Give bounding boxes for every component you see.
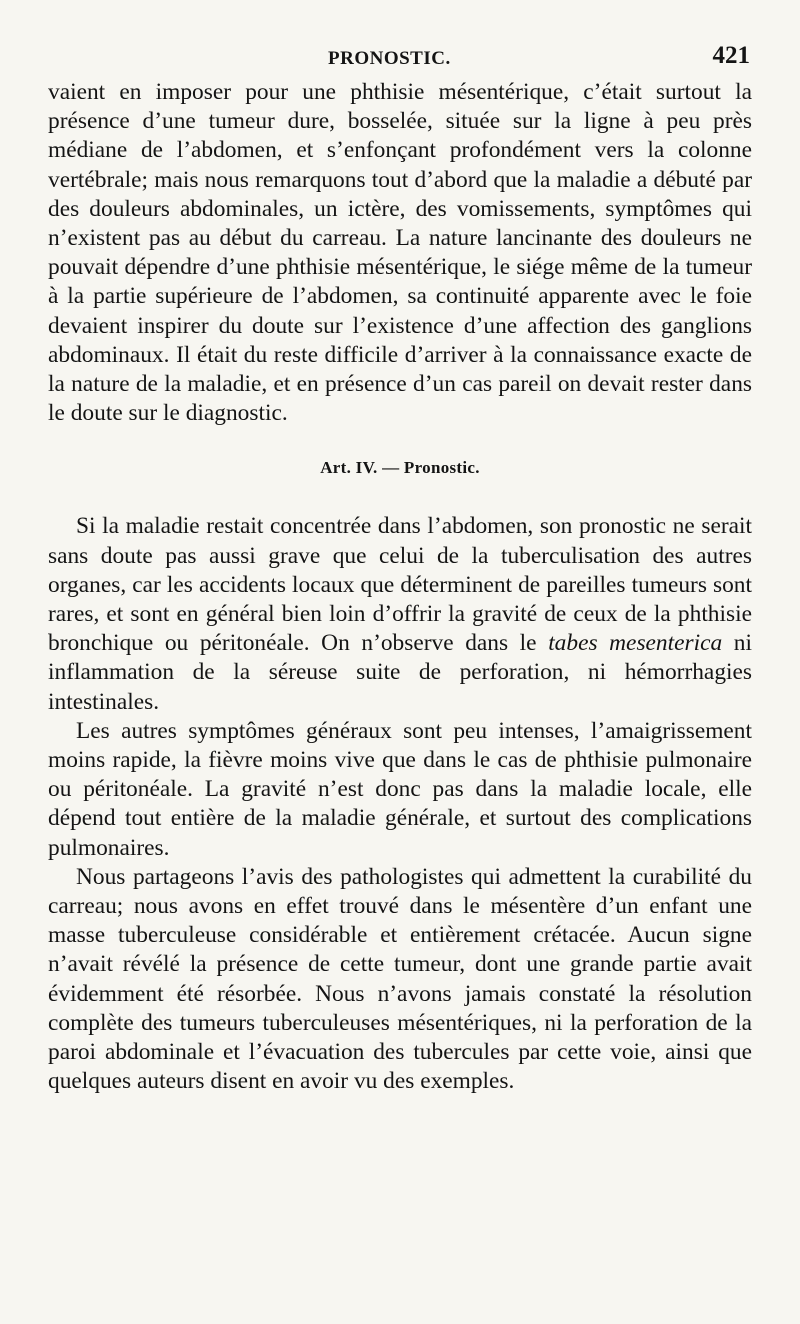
paragraph-prognosis-text-2: ni inflammation de la séreuse suite de perforation, ni hémorrhagies intestinales.: [48, 630, 752, 715]
paragraph-symptoms: Les autres symptômes généraux sont peu intenses, l’amaigrissement moins rapide, la fièvre moins vive que dans le cas de phthisie pulmonaire ou péritonéale. La gravité n’est donc pas dans la maladie locale, elle dépend tout entière de la maladie générale, et surtout des complications pulmonaires.: [48, 717, 752, 861]
section-heading: Art. IV. — Pronostic.: [320, 458, 480, 478]
paragraph-curability: Nous partageons l’avis des pathologistes qui admettent la curabilité du carreau; nous avons en effet trouvé dans le mésentère d’un enfant une masse tuberculeuse considérable et entièrement crétacée. Aucun signe n’avait révélé la présence de cette tumeur, dont une grande partie avait évidemment été résorbée. Nous n’avons jamais constaté la résolution complète des tumeurs tuberculeuses mésentériques, ni la perforation de la paroi abdominale et l’évacuation des tubercules par cette voie, ainsi que quelques auteurs disent en avoir vu des exemples.: [48, 863, 752, 1095]
latin-term: tabes mesenterica: [548, 630, 723, 657]
paragraph-continuation: vaient en imposer pour une phthisie mésentérique, c’était surtout la présence d’une tumeur dure, bosselée, située sur la ligne à peu près médiane de l’abdomen, et s’enfonçant profondément vers la colonne vertébrale; mais nous remarquons tout d’abord que la maladie a débuté par des douleurs abdominales, un ictère, des vomissements, symptômes qui n’existent pas au début du carreau. La nature lancinante des douleurs ne pouvait dépendre d’une phthisie mésentérique, le siége même de la tumeur à la partie supérieure de l’abdomen, sa continuité apparente avec le foie devaient inspirer du doute sur l’existence d’une affection des ganglions abdominaux. Il était du reste difficile d’arriver à la connaissance exacte de la nature de la maladie, et en présence d’un cas pareil on devait rester dans le doute sur le diagnostic.: [48, 79, 752, 427]
page-header: [48, 42, 760, 78]
page-number: 421: [712, 42, 750, 69]
paragraph-prognosis-text-1: Si la maladie restait concentrée dans l’abdomen, son pronostic ne serait sans doute pas aussi grave que celui de la tuberculisation des autres organes, car les accidents locaux que déterminent de pareilles tumeurs sont rares, et sont en général bien loin d’offrir la gravité de ceux de la phthisie bronchique ou péritonéale. On n’observe dans le: [48, 513, 752, 657]
running-title: PRONOSTIC.: [328, 48, 451, 69]
body-text: [48, 78, 752, 1097]
paragraph-prognosis: [48, 512, 752, 716]
